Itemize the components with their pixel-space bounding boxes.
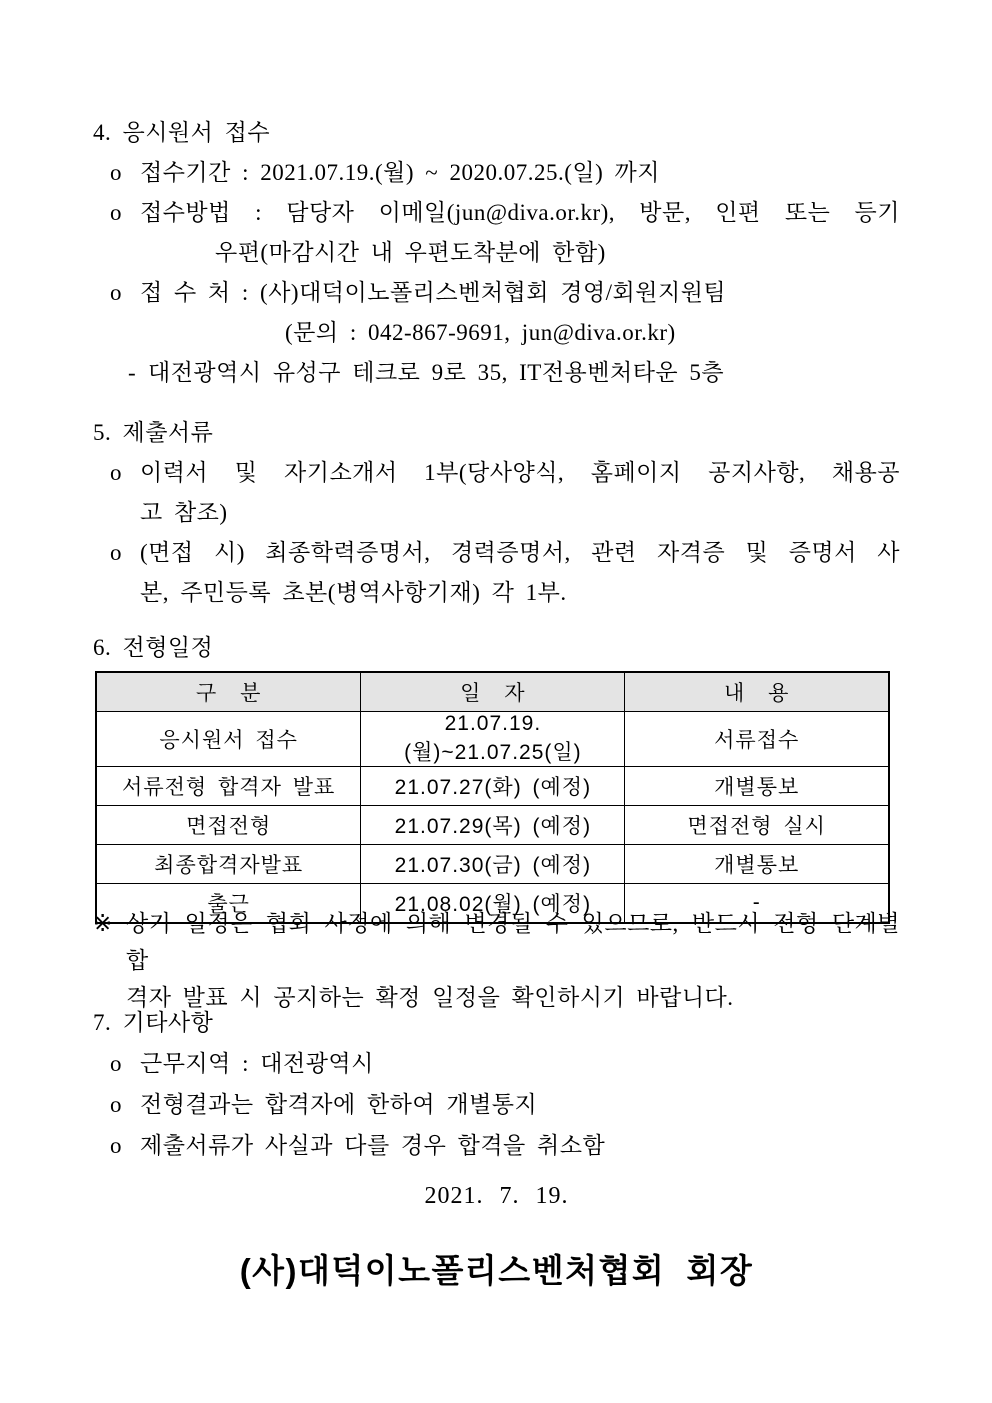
cell-content: 면접전형 실시 — [625, 806, 889, 845]
list-item-text: 고 참조) — [140, 500, 228, 525]
signature-line: (사)대덕이노폴리스벤처협회 회장 — [239, 1252, 754, 1289]
circle-bullet: o — [110, 1051, 122, 1076]
list-item — [93, 453, 900, 493]
cell-content: - — [625, 884, 889, 924]
table-header-date: 일 자 — [361, 672, 625, 712]
table-row — [96, 712, 889, 767]
list-item-text: 근무지역 : 대전광역시 — [140, 1051, 374, 1076]
cell-date: 21.07.30(금) (예정) — [361, 845, 625, 884]
list-item — [93, 533, 900, 573]
cell-category: 출근 — [96, 884, 361, 924]
dash-bullet: - — [128, 360, 137, 385]
cell-date: 21.07.29(목) (예정) — [361, 806, 625, 845]
list-item-continuation — [93, 573, 900, 613]
list-item — [93, 1084, 900, 1125]
section-required-documents — [93, 413, 900, 613]
list-item — [93, 1043, 900, 1084]
circle-bullet: o — [110, 1133, 122, 1158]
circle-bullet: o — [110, 1092, 122, 1117]
list-item-text: (문의 : 042-867-9691, jun@diva.or.kr) — [285, 320, 676, 345]
list-item-text: 접수기간 : 2021.07.19.(월) ~ 2020.07.25.(일) 까지 — [140, 160, 660, 185]
list-item-text: 접수방법 : 담당자 이메일(jun@diva.or.kr), 방문, 인편 또는 등기 — [140, 200, 900, 225]
document-date: 2021. 7. 19. — [424, 1183, 569, 1209]
cell-category: 응시원서 접수 — [96, 712, 361, 767]
circle-bullet: o — [110, 280, 122, 305]
cell-date: 21.08.02(월) (예정) — [361, 884, 625, 924]
section-other-matters — [93, 1003, 900, 1166]
section-application-submission — [93, 113, 900, 393]
cell-content: 개별통보 — [625, 767, 889, 806]
cell-category: 면접전형 — [96, 806, 361, 845]
list-item — [93, 353, 900, 393]
schedule-note — [93, 905, 900, 1016]
section-title: 7. 기타사항 — [93, 1010, 214, 1035]
section-title: 6. 전형일정 — [93, 635, 214, 660]
note-text: 상기 일정은 협회 사정에 의해 변경될 수 있으므로, 반드시 전형 단계별 합 — [126, 911, 900, 973]
section-selection-schedule — [93, 628, 900, 668]
table-row — [96, 806, 889, 845]
table-header-row — [96, 672, 889, 712]
list-item-text: 대전광역시 유성구 테크로 9로 35, IT전용벤처타운 5층 — [148, 360, 725, 385]
note-text: 격자 발표 시 공지하는 확정 일정을 확인하시기 바랍니다. — [126, 985, 734, 1010]
section-title: 4. 응시원서 접수 — [93, 120, 271, 145]
cell-content: 서류접수 — [625, 712, 889, 767]
list-item-text: 접 수 처 : (사)대덕이노폴리스벤처협회 경영/회원지원팀 — [140, 280, 727, 305]
circle-bullet: o — [110, 540, 122, 565]
schedule-table — [95, 671, 890, 924]
list-item-text: 본, 주민등록 초본(병역사항기재) 각 1부. — [140, 580, 567, 605]
section-title: 5. 제출서류 — [93, 420, 214, 445]
list-item-text: 제출서류가 사실과 다를 경우 합격을 취소함 — [140, 1133, 606, 1158]
list-item — [93, 153, 900, 193]
cell-category: 최종합격자발표 — [96, 845, 361, 884]
circle-bullet: o — [110, 200, 122, 225]
cell-content: 개별통보 — [625, 845, 889, 884]
list-item-text: 우편(마감시간 내 우편도착분에 한함) — [215, 240, 606, 265]
list-item-text: 이력서 및 자기소개서 1부(당사양식, 홈페이지 공지사항, 채용공 — [140, 460, 900, 485]
circle-bullet: o — [110, 160, 122, 185]
list-item-text: 전형결과는 합격자에 한하여 개별통지 — [140, 1092, 538, 1117]
table-row — [96, 845, 889, 884]
cell-date: 21.07.19.(월)~21.07.25(일) — [361, 712, 625, 767]
note-line — [93, 905, 900, 979]
list-item-continuation — [93, 493, 900, 533]
list-item-continuation — [93, 313, 900, 353]
list-item-text: (면접 시) 최종학력증명서, 경력증명서, 관련 자격증 및 증명서 사 — [140, 540, 900, 565]
list-item — [93, 273, 900, 313]
list-item — [93, 193, 900, 233]
list-item-continuation — [93, 233, 900, 273]
table-header-category: 구 분 — [96, 672, 361, 712]
circle-bullet: o — [110, 460, 122, 485]
reference-mark: ※ — [93, 911, 113, 936]
list-item — [93, 1125, 900, 1166]
table-row — [96, 767, 889, 806]
cell-date: 21.07.27(화) (예정) — [361, 767, 625, 806]
cell-category: 서류전형 합격자 발표 — [96, 767, 361, 806]
table-header-content: 내 용 — [625, 672, 889, 712]
